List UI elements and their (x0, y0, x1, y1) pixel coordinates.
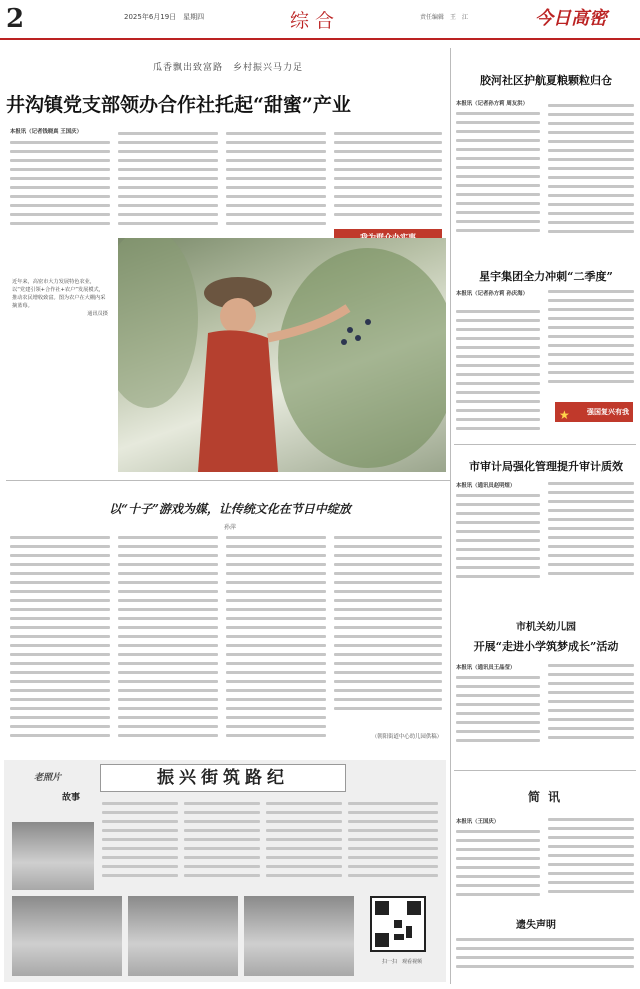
old-photo-story-panel (4, 760, 446, 982)
lost-notice (456, 912, 636, 982)
lead-text-col-2 (118, 132, 218, 232)
photo-credit: 通讯员摄 (87, 311, 108, 317)
lost-notice-text (456, 938, 634, 980)
feature-headline: 以“十子”游戏为媒，让传统文化在节日中绽放 (109, 502, 351, 516)
story3-byline (456, 482, 540, 491)
masthead-logo: 今日高密 (535, 8, 607, 29)
photo-caption-text: 近年来，高密市大力发展特色农业，以“党建引领+合作社+农户”发展模式，推动农民增收致富。图为农户在大棚内采摘蓝莓。 (12, 279, 106, 309)
story3-text-col-1 (456, 494, 540, 590)
historic-photo (12, 822, 94, 890)
feature-text-col-1 (10, 536, 110, 746)
divider (454, 770, 636, 771)
historic-photo (12, 896, 122, 976)
story1-byline-text: 本报讯（记者孙方莉 周友洪） (456, 101, 528, 107)
feature-text-col-2 (118, 536, 218, 746)
briefs-byline (456, 818, 540, 827)
panel-text-col-1 (102, 802, 178, 890)
historic-photo (128, 896, 238, 976)
qr-caption: 扫一扫 观看视频 (381, 959, 422, 965)
feature-source: （朝阳街道中心幼儿园供稿） (371, 734, 442, 740)
column-logo (12, 766, 96, 818)
feature-author: 孙萍 (223, 524, 236, 531)
lead-photo (118, 238, 446, 472)
briefs-title: 简讯 (527, 790, 568, 804)
lead-text-col-1 (10, 141, 110, 233)
story1-headline: 胶河社区护航夏粮颗粒归仓 (480, 74, 612, 87)
divider (6, 480, 450, 481)
story2-text-col-1 (456, 310, 540, 440)
feature-text-col-4 (334, 536, 442, 722)
lead-text-col-3 (226, 132, 326, 232)
story4-kicker: 市机关幼儿园 (516, 622, 576, 633)
story4-text-col-1 (456, 676, 540, 756)
panel-text-col-4 (348, 802, 438, 890)
lead-headline: 井沟镇党支部领办合作社托起“甜蜜”产业 (6, 94, 351, 116)
column-logo-small: 老照片 (34, 773, 62, 783)
story3-headline: 市审计局强化管理提升审计质效 (469, 460, 623, 473)
briefs-text-col-1 (456, 830, 540, 902)
story1-text-col-1 (456, 112, 540, 246)
patriotic-banner (555, 402, 633, 422)
column-logo-big: 故事 (62, 793, 81, 803)
column-rule (450, 48, 451, 984)
story2-headline: 星宇集团全力冲刺“二季度” (479, 270, 613, 283)
briefs-text-col-2 (548, 818, 634, 902)
banner-text: 强国复兴有我 (587, 408, 629, 416)
briefs-byline-text: 本报讯（王国庆） (456, 819, 500, 825)
historic-photo (244, 896, 354, 976)
story3-byline-text: 本报讯（通讯员赵明煜） (456, 483, 516, 489)
lead-byline-text: 本报讯（记者钱晓真 王国庆） (10, 129, 82, 135)
story4-text-col-2 (548, 664, 634, 756)
panel-text-col-2 (184, 802, 260, 890)
page-number: 2 (6, 4, 25, 34)
feature-text-col-3 (226, 536, 326, 746)
lost-notice-title: 遗失声明 (516, 920, 556, 931)
story4-byline-text: 本报讯（通讯员王晶莹） (456, 665, 516, 671)
story2-byline (456, 290, 540, 299)
lead-photo-caption (12, 278, 108, 318)
story3-text-col-2 (548, 482, 634, 590)
section-title: 综合 (290, 10, 341, 32)
divider (454, 444, 636, 445)
issue-date: 2025年6月19日 星期四 (124, 13, 205, 21)
story1-byline (456, 100, 540, 109)
story2-byline-text: 本报讯（记者孙方莉 孙庆海） (456, 291, 528, 297)
story1-text-col-2 (548, 104, 634, 246)
lead-kicker: 瓜香飘出致富路 乡村振兴马力足 (152, 63, 303, 73)
qr-code[interactable] (370, 896, 426, 952)
story2-text-col-2 (548, 290, 634, 396)
panel-title: 振兴街筑路纪 (100, 764, 346, 792)
story4-headline: 开展“走进小学筑梦成长”活动 (473, 640, 619, 653)
lead-text-col-4 (334, 132, 442, 224)
page-header (0, 0, 640, 40)
story4-byline (456, 664, 540, 673)
star-icon: ★ (559, 408, 570, 422)
blueberry-picking-illustration (118, 238, 446, 472)
panel-text-col-3 (266, 802, 342, 890)
editor-credit: 责任编辑 王 江 (420, 14, 469, 21)
